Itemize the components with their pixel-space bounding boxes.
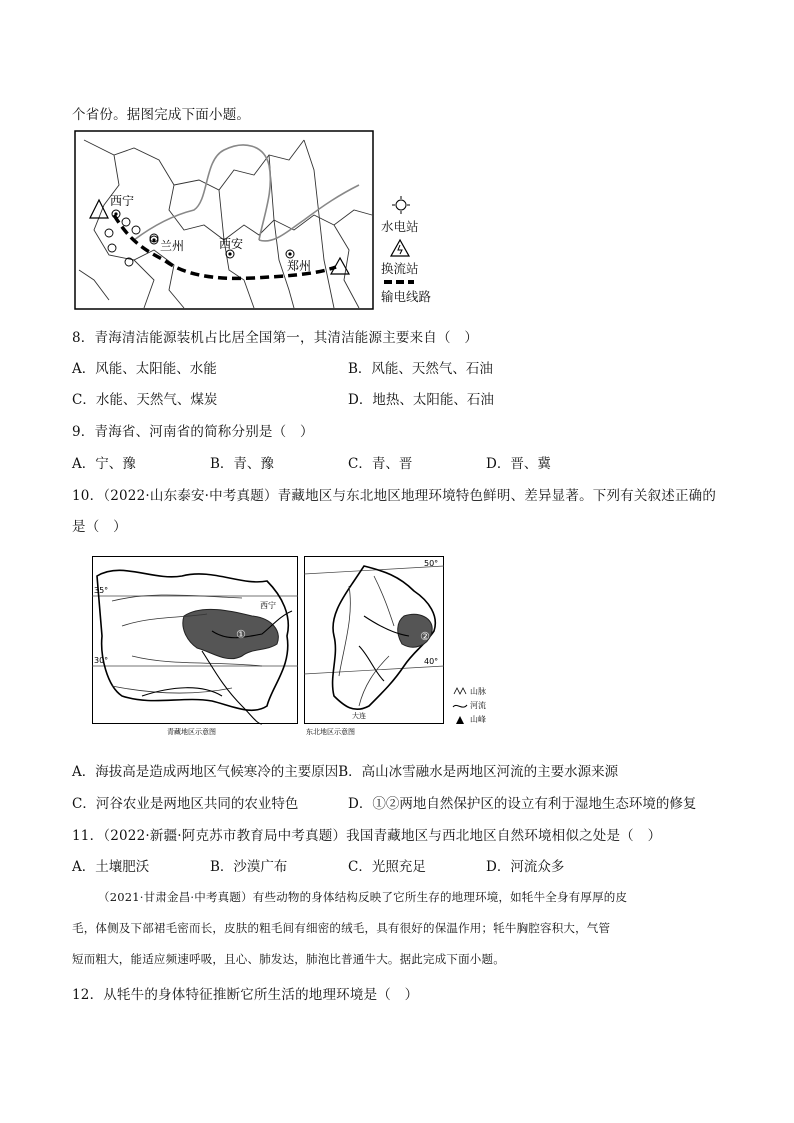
legend-line: 输电线路 bbox=[381, 289, 432, 304]
q10-option-ab: A．海拔高是造成两地区气候寒冷的主要原因B．高山冰雪融水是两地区河流的主要水源来源 bbox=[72, 764, 619, 780]
qingzang-region-map bbox=[92, 556, 298, 736]
xining-label: 西宁 bbox=[260, 601, 276, 610]
city-lanzhou: 兰州 bbox=[160, 239, 185, 253]
map2-legend-icons bbox=[452, 685, 468, 727]
legend-river: 河流 bbox=[470, 701, 486, 710]
dalian-label: 大连 bbox=[352, 712, 366, 720]
lat-50-label: 50° bbox=[424, 559, 439, 568]
city-xining: 西宁 bbox=[110, 194, 135, 208]
q11-option-d: D．河流众多 bbox=[486, 859, 565, 875]
q9-option-d: D．晋、冀 bbox=[486, 456, 551, 472]
lat-40-label: 40° bbox=[424, 657, 439, 666]
power-transmission-map bbox=[74, 130, 374, 310]
q8-option-c: C．水能、天然气、煤炭 bbox=[72, 392, 218, 408]
q11-option-b: B．沙漠广布 bbox=[210, 859, 288, 875]
lat-30-label: 30° bbox=[94, 656, 109, 665]
converter-station-icon bbox=[390, 239, 410, 257]
lat-35-label: 35° bbox=[94, 586, 109, 595]
q11-option-c: C．光照充足 bbox=[348, 859, 426, 875]
hydro-station-icon bbox=[392, 196, 410, 214]
q8-option-a: A．风能、太阳能、水能 bbox=[72, 361, 217, 377]
city-zhengzhou: 郑州 bbox=[287, 259, 312, 273]
q12-stem: 12．从牦牛的身体特征推断它所生活的地理环境是（ ） bbox=[72, 987, 419, 1003]
q10-stem-line1: 10．（2022·山东泰安·中考真题）青藏地区与东北地区地理环境特色鲜明、差异显著。下列有关叙述正确的 bbox=[72, 488, 717, 504]
q9-stem: 9．青海省、河南省的简称分别是（ ） bbox=[72, 424, 314, 440]
q10-stem-line2: 是（ ） bbox=[72, 519, 127, 535]
qingzang-caption: 青藏地区示意图 bbox=[167, 728, 216, 736]
marker-1: ① bbox=[236, 628, 246, 641]
q11-stem: 11．（2022·新疆·阿克苏市教育局中考真题）我国青藏地区与西北地区自然环境相似之处是（ ） bbox=[72, 828, 662, 844]
legend-peak: 山峰 bbox=[470, 715, 486, 724]
city-xian: 西安 bbox=[219, 237, 244, 251]
passage-line3: 短而粗大，能适应频速呼吸，且心、肺发达，肺泡比普通牛大。据此完成下面小题。 bbox=[72, 952, 505, 966]
passage-line1: （2021·甘肃金昌·中考真题）有些动物的身体结构反映了它所生存的地理环境，如牦牛全身有厚厚的皮 bbox=[98, 890, 628, 904]
q8-option-d: D．地热、太阳能、石油 bbox=[348, 392, 494, 408]
intro-text: 个省份。据图完成下面小题。 bbox=[72, 107, 251, 123]
northeast-caption: 东北地区示意图 bbox=[306, 728, 355, 736]
q8-option-b: B．风能、天然气、石油 bbox=[348, 361, 493, 377]
q8-stem: 8．青海清洁能源装机占比居全国第一，其清洁能源主要来自（ ） bbox=[72, 330, 479, 346]
q10-option-c: C．河谷农业是两地区共同的农业特色 bbox=[72, 796, 299, 812]
q11-option-a: A．土壤肥沃 bbox=[72, 859, 150, 875]
q10-option-d: D．①②两地自然保护区的设立有利于湿地生态环境的修复 bbox=[348, 796, 697, 812]
transmission-line-icon bbox=[384, 279, 414, 285]
q9-option-c: C．青、晋 bbox=[348, 456, 413, 472]
northeast-region-map bbox=[304, 556, 444, 736]
q9-option-a: A．宁、豫 bbox=[72, 456, 136, 472]
legend-converter: 换流站 bbox=[381, 261, 419, 276]
passage-line2: 毛，体侧及下部裙毛密而长，皮肤的粗毛间有细密的绒毛，具有很好的保温作用；牦牛胸腔容积大，气管 bbox=[72, 921, 611, 935]
q9-option-b: B．青、豫 bbox=[210, 456, 274, 472]
legend-hydro: 水电站 bbox=[381, 219, 419, 234]
legend-mountain: 山脉 bbox=[470, 687, 486, 696]
marker-2: ② bbox=[420, 630, 430, 643]
